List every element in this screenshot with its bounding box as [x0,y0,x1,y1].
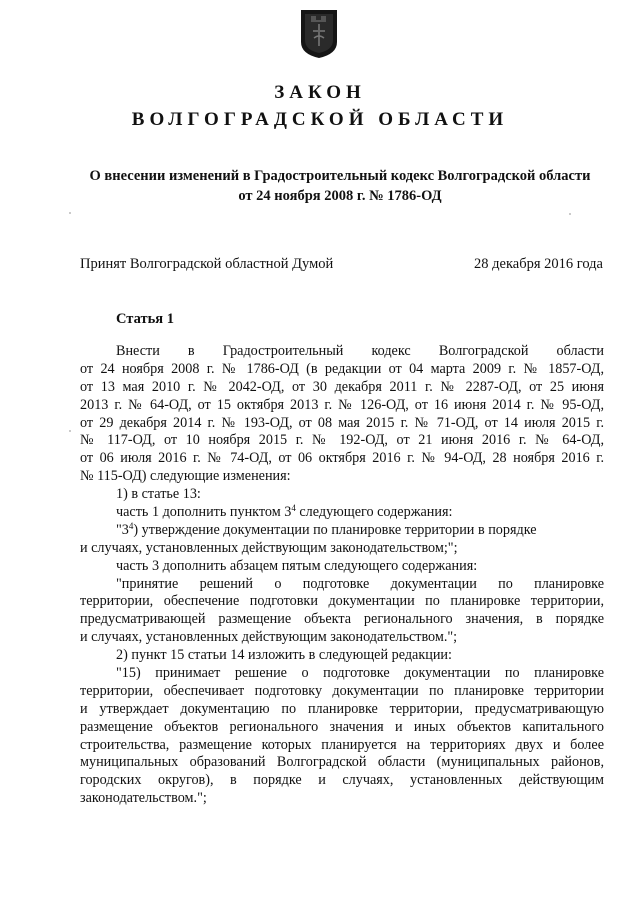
text-line: "15) принимает решение о подготовке документации по планировке [116,665,604,682]
superscript: 4 [291,503,296,514]
text-line: от 24 ноября 2008 г. № 1786-ОД (в редакции от 04 марта 2009 г. № 1857-ОД, [80,360,604,377]
text-line: территории, обеспечение подготовки документации по планировке территории, [80,593,604,610]
text-line: часть 3 дополнить абзацем пятым следующего содержания: [116,557,478,574]
text-line: строительства, размещение которых планируется на территориях двух и более [80,736,604,753]
text-line: муниципальных образований Волгоградской области (муниципальных районов, [80,754,604,771]
text-line: Внести в Градостроительный кодекс Волгоградской области [116,343,604,359]
scan-speck [69,430,71,432]
subject-line: от 24 ноября 2008 г. № 1786-ОД [238,188,442,204]
text-line [80,504,604,522]
text-line: "принятие решений о подготовке документации по планировке [116,575,604,592]
document-type-title: ЗАКОН [274,82,366,103]
text-line: от 29 декабря 2014 г. № 193-ОД, от 08 мая 2015 г. № 71-ОД, от 14 июля 2015 г. [80,414,604,431]
text-line: территории, обеспечивает подготовку документации по планировке территории [80,682,604,699]
text-fragment: ) утверждение документации по планировке территории в порядке [133,521,537,538]
text-fragment: часть 1 дополнить пунктом 3 [116,504,292,521]
text-line: законодательством."; [80,790,207,807]
adoption-date: 28 декабря 2016 года [474,256,603,272]
text-line: 2) пункт 15 статьи 14 изложить в следующей редакции: [116,647,452,664]
article-title: Статья 1 [116,311,174,327]
text-line: № 117-ОД, от 10 ноября 2015 г. № 192-ОД, от 21 июня 2016 г. № 64-ОД, [80,432,604,449]
text-line [80,522,604,540]
text-line: № 115-ОД) следующие изменения: [80,468,291,485]
text-line: и случаях, установленных действующим законодательством."; [80,629,458,646]
text-line: городских округов), в порядке и случаях, установленных действующим [80,772,604,789]
text-line: и утверждает документацию по планировке территории, предусматривающую [80,700,604,717]
text-line: и случаях, установленных действующим законодательством;"; [80,539,458,556]
scan-speck [69,212,71,214]
text-line: размещение объектов регионального значения и иных объектов капитального [80,718,604,735]
text-fragment: "3 [116,521,129,538]
scan-speck [569,213,571,215]
text-fragment: следующего содержания: [295,504,453,521]
superscript: 4 [128,520,134,531]
text-line: от 06 июля 2016 г. № 74-ОД, от 06 октября 2016 г. № 94-ОД, 28 ноября 2016 г. [80,450,604,467]
region-title: ВОЛГОГРАДСКОЙ ОБЛАСТИ [131,109,509,130]
text-line: 2013 г. № 64-ОД, от 15 октября 2013 г. № 126-ОД, от 16 июня 2014 г. № 95-ОД, [80,396,604,413]
text-line: 1) в статье 13: [116,486,201,503]
coat-of-arms-icon [299,8,339,60]
article-body [80,343,604,808]
adopted-by: Принят Волгоградской областной Думой [80,256,334,272]
subject-line: О внесении изменений в Градостроительный кодекс Волгоградской области [89,168,591,184]
text-line: от 13 мая 2010 г. № 2042-ОД, от 30 декабря 2011 г. № 2287-ОД, от 25 июня [80,378,604,395]
text-line: предусматривающей размещение объекта регионального значения, в порядке [80,611,604,628]
law-subject [70,166,610,206]
